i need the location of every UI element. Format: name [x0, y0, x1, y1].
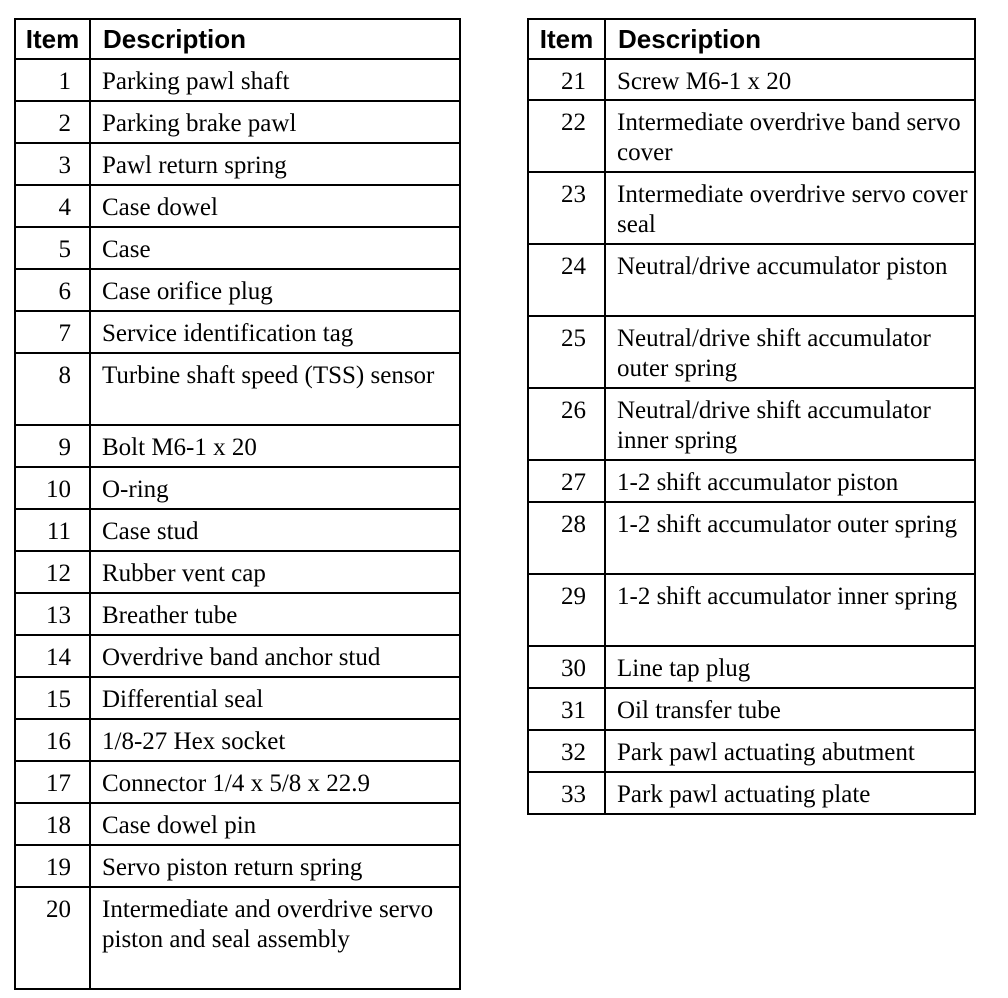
table-row [15, 719, 460, 761]
item-number: 10 [15, 467, 90, 509]
item-number: 24 [528, 244, 605, 316]
item-number: 14 [15, 635, 90, 677]
item-description: Intermediate overdrive band servo cover [605, 100, 975, 172]
item-description: Service identification tag [90, 311, 460, 353]
item-number: 2 [15, 101, 90, 143]
table-row [15, 425, 460, 467]
table-row [15, 353, 460, 425]
table-row [15, 593, 460, 635]
item-number: 32 [528, 730, 605, 772]
item-number: 17 [15, 761, 90, 803]
item-description: Turbine shaft speed (TSS) sensor [90, 353, 460, 425]
table-row [15, 635, 460, 677]
item-number: 30 [528, 646, 605, 688]
item-number: 13 [15, 593, 90, 635]
item-number: 20 [15, 887, 90, 989]
item-description: Parking brake pawl [90, 101, 460, 143]
item-description: 1-2 shift accumulator piston [605, 460, 975, 502]
item-number: 5 [15, 227, 90, 269]
item-number: 9 [15, 425, 90, 467]
table-row [15, 143, 460, 185]
item-description: Neutral/drive accumulator piston [605, 244, 975, 316]
item-description: Line tap plug [605, 646, 975, 688]
item-number: 18 [15, 803, 90, 845]
table-row [528, 388, 975, 460]
column-header-description: Description [605, 19, 975, 59]
item-description: O-ring [90, 467, 460, 509]
table-row [528, 730, 975, 772]
item-number: 4 [15, 185, 90, 227]
item-number: 19 [15, 845, 90, 887]
item-description: Pawl return spring [90, 143, 460, 185]
table-row [528, 574, 975, 646]
table-row [15, 185, 460, 227]
item-description: Servo piston return spring [90, 845, 460, 887]
parts-table-right [527, 18, 976, 815]
item-description: Overdrive band anchor stud [90, 635, 460, 677]
item-description: Intermediate overdrive servo cover seal [605, 172, 975, 244]
table-row [528, 646, 975, 688]
item-description: Park pawl actuating abutment [605, 730, 975, 772]
item-number: 3 [15, 143, 90, 185]
item-description: Case [90, 227, 460, 269]
item-number: 16 [15, 719, 90, 761]
item-description: Oil transfer tube [605, 688, 975, 730]
parts-table-left [14, 18, 461, 990]
table-row [15, 59, 460, 101]
table-row [528, 172, 975, 244]
table-header-row [528, 19, 975, 59]
table-row [528, 772, 975, 814]
item-description: Rubber vent cap [90, 551, 460, 593]
table-row [528, 502, 975, 574]
column-header-item: Item [15, 19, 90, 59]
table-row [15, 467, 460, 509]
item-number: 22 [528, 100, 605, 172]
item-description: Case orifice plug [90, 269, 460, 311]
table-row [15, 803, 460, 845]
item-number: 1 [15, 59, 90, 101]
column-header-item: Item [528, 19, 605, 59]
table-row [15, 845, 460, 887]
item-description: Differential seal [90, 677, 460, 719]
item-number: 25 [528, 316, 605, 388]
item-number: 29 [528, 574, 605, 646]
table-row [15, 509, 460, 551]
table-row [528, 316, 975, 388]
table-row [15, 761, 460, 803]
item-description: 1/8-27 Hex socket [90, 719, 460, 761]
item-number: 27 [528, 460, 605, 502]
table-row [15, 269, 460, 311]
item-description: 1-2 shift accumulator inner spring [605, 574, 975, 646]
item-description: Screw M6-1 x 20 [605, 59, 975, 100]
item-description: Case dowel [90, 185, 460, 227]
table-row [528, 460, 975, 502]
item-number: 12 [15, 551, 90, 593]
table-row [528, 688, 975, 730]
item-number: 21 [528, 59, 605, 100]
item-number: 15 [15, 677, 90, 719]
item-number: 6 [15, 269, 90, 311]
table-row [15, 887, 460, 989]
table-row [528, 244, 975, 316]
item-number: 11 [15, 509, 90, 551]
table-row [15, 311, 460, 353]
item-description: Park pawl actuating plate [605, 772, 975, 814]
table-row [15, 227, 460, 269]
item-description: Breather tube [90, 593, 460, 635]
item-description: Neutral/drive shift accumulator outer spring [605, 316, 975, 388]
item-number: 8 [15, 353, 90, 425]
item-number: 23 [528, 172, 605, 244]
item-number: 33 [528, 772, 605, 814]
item-number: 28 [528, 502, 605, 574]
item-description: Parking pawl shaft [90, 59, 460, 101]
table-row [15, 677, 460, 719]
item-number: 31 [528, 688, 605, 730]
table-header-row [15, 19, 460, 59]
column-header-description: Description [90, 19, 460, 59]
table-row [528, 59, 975, 100]
item-description: Neutral/drive shift accumulator inner spring [605, 388, 975, 460]
item-number: 7 [15, 311, 90, 353]
table-row [15, 551, 460, 593]
item-description: Intermediate and overdrive servo piston and seal assembly [90, 887, 460, 989]
table-row [528, 100, 975, 172]
item-description: Connector 1/4 x 5/8 x 22.9 [90, 761, 460, 803]
item-number: 26 [528, 388, 605, 460]
item-description: Case stud [90, 509, 460, 551]
item-description: Bolt M6-1 x 20 [90, 425, 460, 467]
item-description: 1-2 shift accumulator outer spring [605, 502, 975, 574]
table-row [15, 101, 460, 143]
item-description: Case dowel pin [90, 803, 460, 845]
